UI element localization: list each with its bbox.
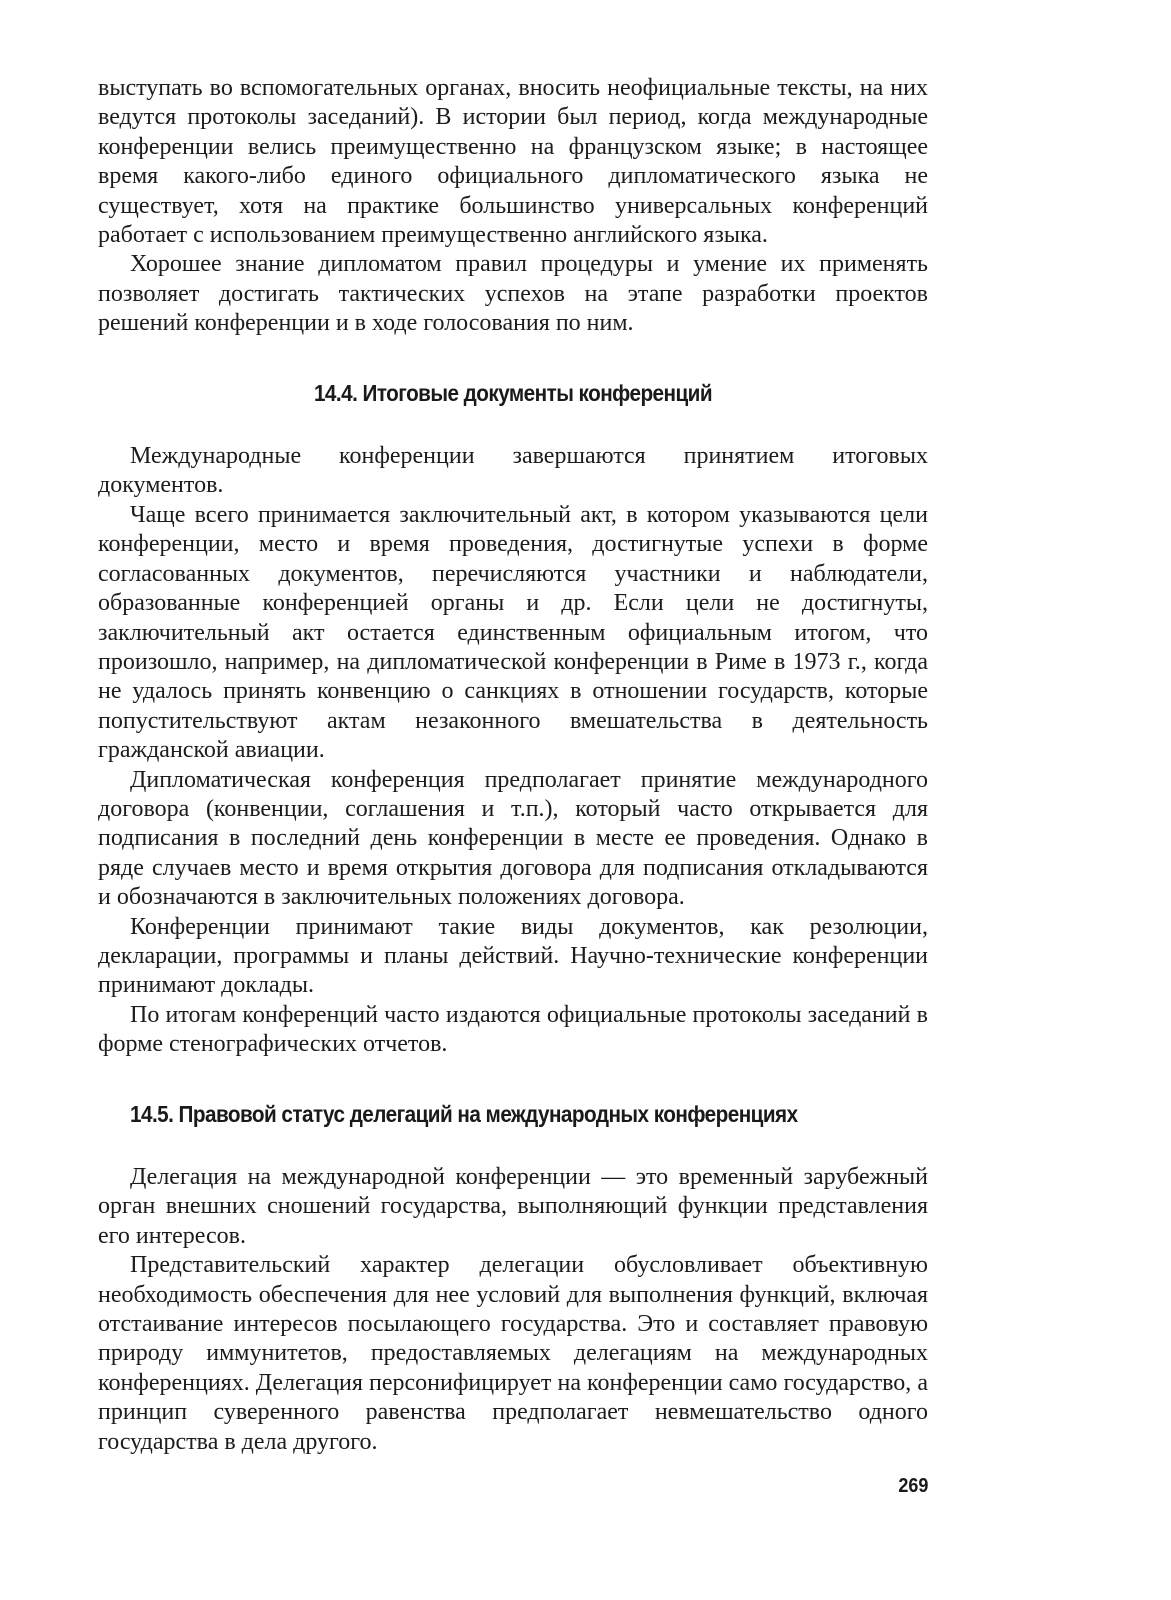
section-heading-14-4: 14.4. Итоговые документы конференций [313, 379, 713, 406]
paragraph: Конференции принимают такие виды документов, как резолюции, декларации, программы и планы действий. Научно-технические конференции принимают доклады. [98, 913, 928, 999]
page-number: 269 [897, 1475, 928, 1497]
paragraph: Представительский характер делегации обусловливает объективную необходимость обеспечения для нее условий для выполнения функций, включая отстаивание интересов посылающего государства. Это и составляет правовую природу иммунитетов, предоставляемых делегациям на международных конференциях. Делегация персонифицирует на конференции само государство, а принцип суверенного равенства предполагает невмешательство одного государства в дела другого. [98, 1252, 928, 1455]
paragraph: Дипломатическая конференция предполагает принятие международного договора (конвенции, соглашения и т.п.), который часто открывается для подписания в последний день конференции в месте ее проведения. Однако в ряде случаев место и время открытия договора для подписания откладываются и обозначаются в заключительных положениях договора. [98, 766, 928, 911]
paragraph-procedure: Хорошее знание дипломатом правил процедуры и умение их применять позволяет достигать тактических успехов на этапе разработки проектов решений конференции и в ходе голосования по ним. [98, 251, 928, 337]
paragraph-continuation: выступать во вспомогательных органах, вносить неофициальные тексты, на них ведутся протоколы заседаний). В истории был период, когда международные конференции велись преимущественно на французском языке; в настоящее время какого-либо единого официального дипломатического языка не существует, хотя на практике большинство универсальных конференций работает с использованием преимущественно английского языка. [98, 75, 928, 249]
paragraph: Делегация на международной конференции — это временный зарубежный орган внешних сношений государства, выполняющий функции представления его интересов. [98, 1164, 928, 1249]
section-heading-14-5: 14.5. Правовой статус делегаций на международных конференциях [130, 1100, 798, 1127]
paragraph: Чаще всего принимается заключительный акт, в котором указываются цели конференции, место и время проведения, достигнутые успехи в форме согласованных документов, перечисляются участники и наблюдатели, образованные конференцией органы и др. Если цели не достигнуты, заключительный акт остается единственным официальным итогом, что произошло, например, на дипломатической конференции в Риме в 1973 г., когда не удалось принять конвенцию о санкциях в отношении государств, которые попустительствуют актам незаконного вмешательства в деятельность гражданской авиации. [98, 501, 928, 764]
paragraph: Международные конференции завершаются принятием итоговых документов. [98, 443, 928, 499]
paragraph: По итогам конференций часто издаются официальные протоколы заседаний в форме стенографических отчетов. [98, 1001, 928, 1058]
page-body [98, 74, 928, 1457]
